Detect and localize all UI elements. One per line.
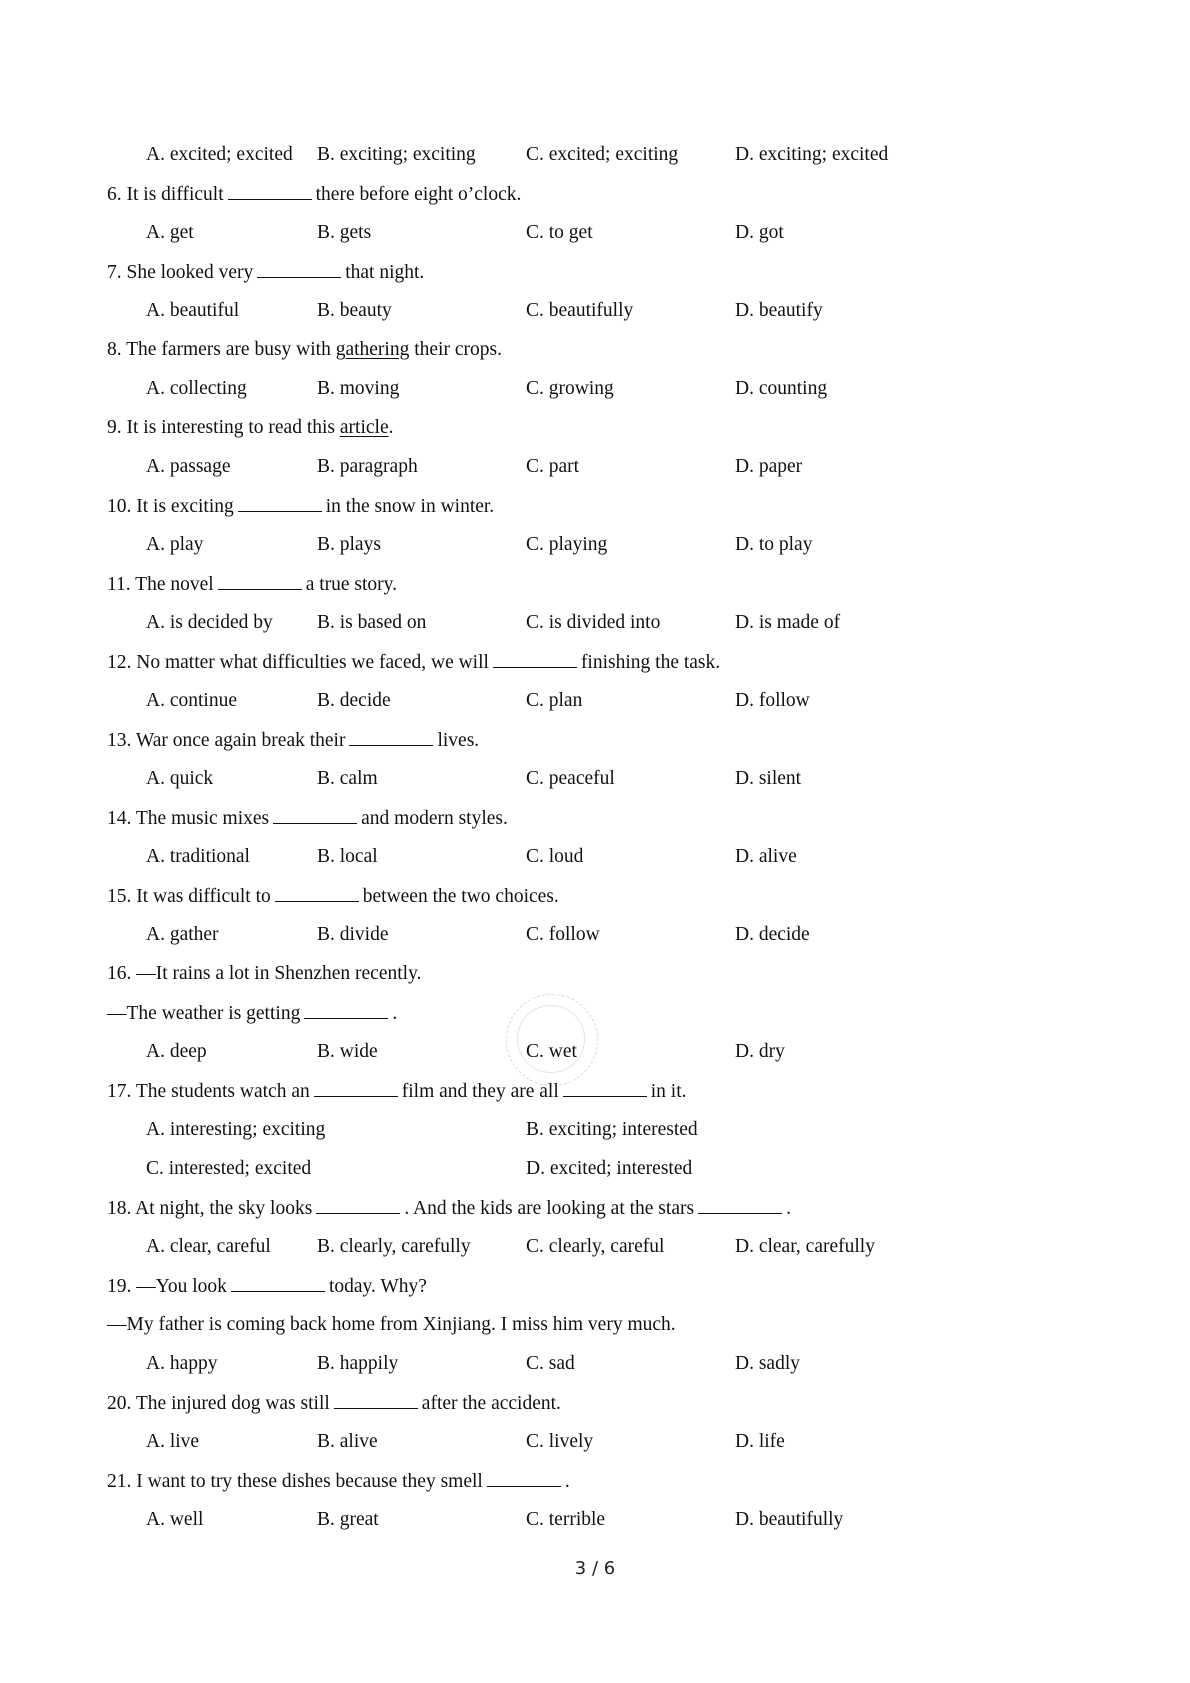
option-c: C. playing [526,534,608,555]
option-a: A. quick [146,768,214,789]
question-18-options [0,1232,1190,1262]
question-20-options [0,1427,1190,1457]
question-11-stem [0,569,1190,599]
stem-text: between the two choices. [362,886,559,907]
option-c: C. excited; exciting [526,144,679,165]
option-c: C. loud [526,846,584,867]
question-10-options [0,530,1190,560]
stem-text: 9. It is interesting to read this [107,417,336,438]
underlined-word: gathering [335,339,410,360]
option-d: D. excited; interested [526,1158,693,1179]
option-b: B. beauty [317,300,392,321]
stem-text: 11. The novel [107,574,214,595]
option-d: D. sadly [735,1353,800,1374]
stem-text: 10. It is exciting [107,496,234,517]
option-a: A. passage [146,456,231,477]
question-13-options [0,764,1190,794]
question-19-stem [0,1271,1190,1301]
option-a: A. well [146,1509,204,1530]
option-a: A. excited; excited [146,144,293,165]
page-number: 3 / 6 [574,1558,616,1579]
stem-text: finishing the task. [580,652,721,673]
option-a: A. happy [146,1353,218,1374]
stem-text: 18. At night, the sky looks [107,1198,313,1219]
option-b: B. is based on [317,612,427,633]
question-9-options [0,452,1190,482]
option-b: B. exciting; interested [526,1119,698,1140]
option-d: D. clear, carefully [735,1236,875,1257]
question-7-stem [0,257,1190,287]
question-12-stem [0,647,1190,677]
answer-blank [314,1076,398,1097]
option-c: C. sad [526,1353,575,1374]
question-5-options [0,140,1190,170]
stem-text: and modern styles. [361,808,508,829]
stem-text: film and they are all [401,1081,559,1102]
option-d: D. life [735,1431,785,1452]
option-b: B. exciting; exciting [317,144,476,165]
question-8-options [0,374,1190,404]
answer-blank [304,998,388,1019]
underlined-word: article [339,417,389,438]
option-c: C. wet [526,1041,577,1062]
stem-text: a true story. [305,574,398,595]
answer-blank [231,1271,325,1292]
option-b: B. alive [317,1431,378,1452]
option-d: D. follow [735,690,810,711]
stem-text: . [392,1003,398,1024]
option-d: D. paper [735,456,803,477]
answer-blank [349,725,433,746]
option-d: D. beautifully [735,1509,844,1530]
option-c: C. peaceful [526,768,615,789]
option-d: D. exciting; excited [735,144,889,165]
option-b: B. great [317,1509,379,1530]
answer-blank [334,1388,418,1409]
option-c: C. follow [526,924,600,945]
answer-blank [228,179,312,200]
option-d: D. is made of [735,612,841,633]
question-11-options [0,608,1190,638]
option-c: C. interested; excited [146,1158,312,1179]
stem-text: 17. The students watch an [107,1081,310,1102]
option-b: B. paragraph [317,456,418,477]
question-18-stem [0,1193,1190,1223]
stem-text: 7. She looked very [107,262,254,283]
option-a: A. continue [146,690,237,711]
question-14-stem [0,803,1190,833]
option-a: A. beautiful [146,300,240,321]
option-d: D. beautify [735,300,823,321]
stem-text: in the snow in winter. [325,496,495,517]
question-9-stem [0,413,1190,443]
stem-text: . [786,1198,791,1219]
question-15-stem [0,881,1190,911]
option-a: A. live [146,1431,200,1452]
option-c: C. to get [526,222,593,243]
answer-blank [257,257,341,278]
stem-text: . [564,1471,570,1492]
option-b: B. divide [317,924,389,945]
answer-blank [316,1193,400,1214]
question-14-options [0,842,1190,872]
question-16-stem [0,959,1190,989]
answer-blank [493,647,577,668]
option-c: C. plan [526,690,583,711]
option-a: A. clear, careful [146,1236,271,1257]
question-7-options [0,296,1190,326]
answer-blank [698,1193,782,1214]
answer-blank [218,569,302,590]
stem-text: . And the kids are looking at the stars [404,1198,695,1219]
stem-text: after the accident. [421,1393,561,1414]
answer-blank [238,491,322,512]
stem-text: 13. War once again break their [107,730,346,751]
option-d: D. decide [735,924,810,945]
option-d: D. alive [735,846,797,867]
stem-text: in it. [650,1081,687,1102]
stem-text: 8. The farmers are busy with [107,339,331,360]
option-b: B. decide [317,690,391,711]
stem-text: 6. It is difficult [107,184,224,205]
option-c: C. terrible [526,1509,606,1530]
stem-text: 15. It was difficult to [107,886,271,907]
question-12-options [0,686,1190,716]
option-b: B. wide [317,1041,378,1062]
stem-text: —The weather is getting [107,1003,301,1024]
option-a: A. is decided by [146,612,273,633]
option-a: A. interesting; exciting [146,1119,326,1140]
stem-text: 20. The injured dog was still [107,1393,330,1414]
option-d: D. dry [735,1041,785,1062]
option-c: C. growing [526,378,614,399]
option-b: B. gets [317,222,372,243]
option-d: D. silent [735,768,802,789]
question-10-stem [0,491,1190,521]
answer-blank [487,1466,561,1487]
stem-text: 14. The music mixes [107,808,270,829]
question-15-options [0,920,1190,950]
option-b: B. clearly, carefully [317,1236,471,1257]
option-c: C. lively [526,1431,594,1452]
option-d: D. got [735,222,784,243]
option-c: C. is divided into [526,612,661,633]
stem-text: today. Why? [328,1276,427,1297]
stem-text: —My father is coming back home from Xinjiang. I miss him very much. [107,1314,676,1335]
option-a: A. play [146,534,204,555]
question-13-stem [0,725,1190,755]
question-8-stem [0,335,1190,365]
question-6-stem [0,179,1190,209]
stem-text: 16. —It rains a lot in Shenzhen recently. [107,963,422,984]
option-a: A. gather [146,924,219,945]
option-b: B. local [317,846,378,867]
stem-text: 19. —You look [107,1276,227,1297]
question-19-options [0,1349,1190,1379]
option-b: B. happily [317,1353,399,1374]
answer-blank [275,881,359,902]
option-b: B. moving [317,378,400,399]
question-19-response [0,1310,1190,1340]
stem-text: . [388,417,394,438]
question-17-stem [0,1076,1190,1106]
question-16-options [0,1037,1190,1067]
question-21-stem [0,1466,1190,1496]
option-d: D. counting [735,378,828,399]
answer-blank [563,1076,647,1097]
option-a: A. collecting [146,378,247,399]
stem-text: lives. [437,730,480,751]
question-6-options [0,218,1190,248]
question-20-stem [0,1388,1190,1418]
stem-text: their crops. [414,339,502,360]
option-c: C. clearly, careful [526,1236,665,1257]
stem-text: 12. No matter what difficulties we faced, we will [107,652,489,673]
option-b: B. calm [317,768,378,789]
answer-blank [273,803,357,824]
option-b: B. plays [317,534,381,555]
option-c: C. beautifully [526,300,634,321]
stem-text: there before eight o’clock. [315,184,522,205]
option-a: A. traditional [146,846,250,867]
option-a: A. get [146,222,194,243]
question-17-options-row2 [0,1154,1190,1184]
stem-text: 21. I want to try these dishes because they smell [107,1471,483,1492]
stem-text: that night. [345,262,425,283]
question-21-options [0,1505,1190,1535]
question-17-options-row1 [0,1115,1190,1145]
option-a: A. deep [146,1041,207,1062]
option-c: C. part [526,456,580,477]
option-d: D. to play [735,534,813,555]
